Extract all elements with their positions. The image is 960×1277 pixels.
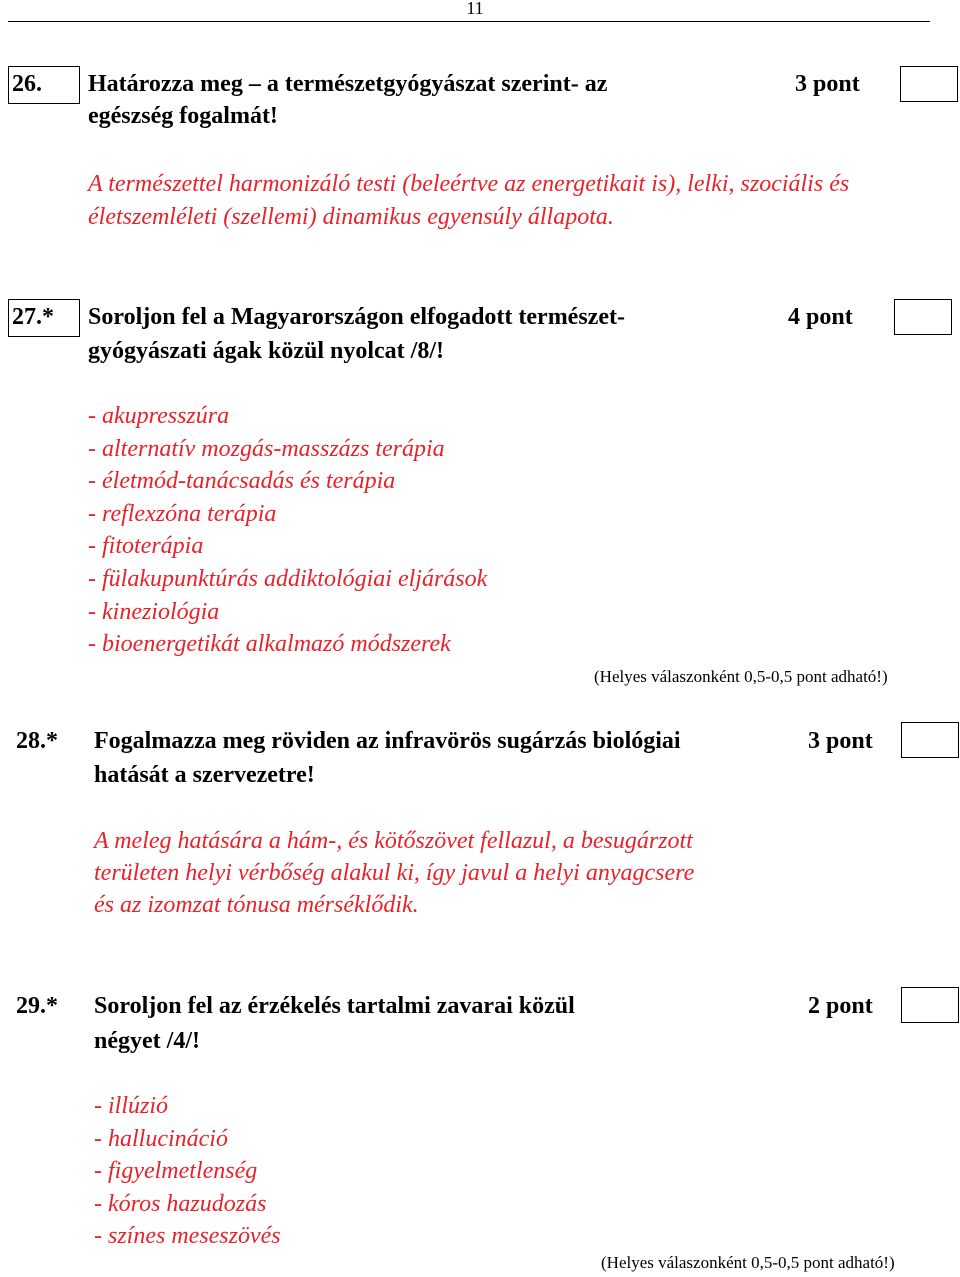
question-29-points: 2 pont [808,993,873,1019]
list-item: - illúzió [94,1093,169,1119]
list-item: - életmód-tanácsadás és terápia [88,468,396,495]
question-29-answer-list [94,1090,281,1253]
question-29-number: 29.* [16,993,58,1019]
list-item: - reflexzóna terápia [88,500,277,527]
question-28-text-line1: Fogalmazza meg röviden az infravörös sugárzás biológiai [94,728,681,754]
question-27-number: 27.* [12,304,54,330]
list-item: - kineziológia [88,598,220,625]
list-item: - kóros hazudozás [94,1190,267,1217]
question-29-score-box[interactable] [901,987,959,1023]
list-item: - alternatív mozgás-masszázs terápia [88,435,445,462]
question-27-answer-list [88,400,487,661]
question-27-points: 4 pont [788,304,853,330]
list-item: - fitoterápia [88,533,204,560]
page-number: 11 [466,0,484,18]
question-26-score-box[interactable] [900,66,958,102]
question-26-text-line2: egészség fogalmát! [88,103,278,129]
top-rule [8,21,930,22]
question-29-text-line1: Soroljon fel az érzékelés tartalmi zavarai közül [94,993,575,1019]
question-27-text-line1: Soroljon fel a Magyarországon elfogadott természet- [88,304,625,330]
question-28-answer-line2: területen helyi vérbőség alakul ki, így javul a helyi anyagcsere [94,860,695,886]
question-28-number: 28.* [16,728,58,754]
list-item: - fülakupunktúrás addiktológiai eljárások [88,565,488,592]
list-item: - hallucináció [94,1125,228,1152]
question-27-scoring-note: (Helyes válaszonként 0,5-0,5 pont adható!) [594,667,888,686]
question-26-points: 3 pont [795,71,860,97]
question-29-scoring-note: (Helyes válaszonként 0,5-0,5 pont adható!) [601,1253,895,1272]
list-item: - akupresszúra [88,403,230,429]
question-27-text-line2: gyógyászati ágak közül nyolcat /8/! [88,338,445,364]
question-26-text-line1: Határozza meg – a természetgyógyászat szerint- az [88,71,608,97]
question-26-answer: A természettel harmonizáló testi (beleértve az energetikait is), lelki, szociális és életszemléleti (szellemi) dinamikus egyensúly állapota. [88,171,850,230]
question-28-text-line2: hatását a szervezetre! [94,762,315,788]
question-28-score-box[interactable] [901,722,959,758]
question-27-score-box[interactable] [894,299,952,335]
list-item: - figyelmetlenség [94,1158,258,1185]
list-item: - bioenergetikát alkalmazó módszerek [88,631,451,658]
question-29-text-line2: négyet /4/! [94,1028,200,1054]
question-28-answer-line3: és az izomzat tónusa mérséklődik. [94,892,419,918]
question-26-number: 26. [12,71,42,97]
question-28-answer-line1: A meleg hatására a hám-, és kötőszövet fellazul, a besugárzott [94,828,693,854]
list-item: - színes meseszövés [94,1223,281,1250]
question-28-points: 3 pont [808,728,873,754]
